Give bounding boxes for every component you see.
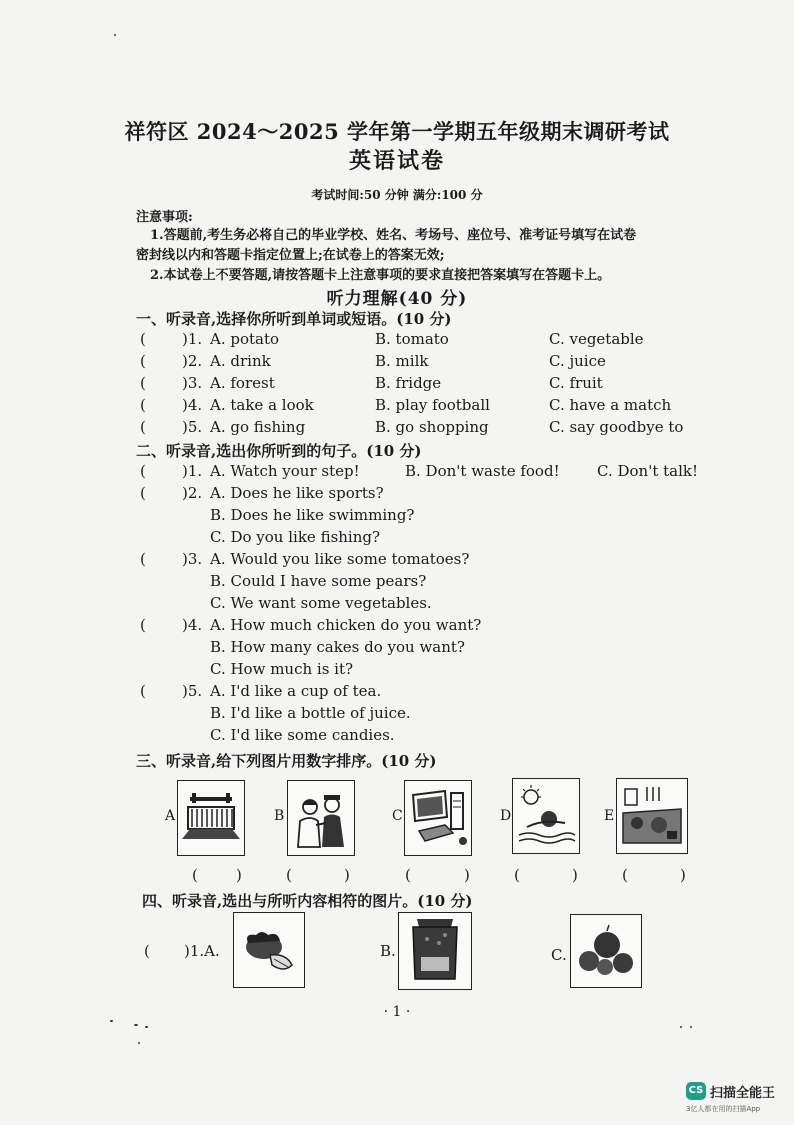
- notes-heading: 注意事项:: [136, 210, 193, 225]
- s3-letter-c: C: [392, 808, 403, 824]
- s3-blank-a-close: ): [236, 866, 242, 884]
- exam-info: 考试时间:50 分钟 满分:100 分: [311, 188, 483, 202]
- s2q4-num: )4.: [182, 616, 203, 634]
- swimming-icon: [513, 779, 579, 853]
- s3-picture-e-kitchen: [616, 778, 688, 854]
- note-line-3: 2.本试卷上不要答题,请按答题卡上注意事项的要求直接把答案填写在答题卡上。: [150, 268, 611, 283]
- s3-letter-a: A: [165, 808, 176, 824]
- s3-picture-d-swimming: [512, 778, 580, 854]
- s1q3-paren: (: [140, 374, 146, 392]
- s1q3-option-c: C. fruit: [549, 374, 603, 392]
- s2q4-paren: (: [140, 616, 146, 634]
- page-number: · 1 ·: [383, 1004, 411, 1020]
- scan-speck: [110, 1020, 113, 1022]
- scan-speck: [680, 1026, 682, 1028]
- s3-picture-b-people: [287, 780, 355, 856]
- s1q1-option-c: C. vegetable: [549, 330, 644, 348]
- s2q1-paren: (: [140, 462, 146, 480]
- scan-speck: [690, 1026, 692, 1028]
- s1q2-option-a: A. drink: [210, 352, 271, 370]
- s2q5-paren: (: [140, 682, 146, 700]
- s2q5-option-c: C. I'd like some candies.: [210, 726, 395, 744]
- s2q3-option-a: A. Would you like some tomatoes?: [210, 550, 470, 568]
- fruits-icon: [571, 915, 641, 987]
- s3-blank-d-close: ): [572, 866, 578, 884]
- s3-letter-b: B: [274, 808, 285, 824]
- section4-title: 四、听录音,选出与所听内容相符的图片。(10 分): [142, 892, 473, 910]
- s2q4-option-a: A. How much chicken do you want?: [210, 616, 482, 634]
- s1q5-option-c: C. say goodbye to: [549, 418, 684, 436]
- s1q1-option-a: A. potato: [210, 330, 280, 348]
- s2q2-num: )2.: [182, 484, 203, 502]
- note-line-1: 1.答题前,考生务必将自己的毕业学校、姓名、考场号、座位号、准考证号填写在试卷: [150, 228, 637, 243]
- camscanner-logo: CS: [686, 1082, 706, 1100]
- s2q4-option-c: C. How much is it?: [210, 660, 354, 678]
- s2q5-option-a: A. I'd like a cup of tea.: [210, 682, 382, 700]
- scan-speck: [114, 34, 116, 36]
- scan-speck: [134, 1024, 138, 1026]
- s2q2-option-a: A. Does he like sports?: [210, 484, 384, 502]
- s2q3-num: )3.: [182, 550, 203, 568]
- s3-blank-c-close: ): [464, 866, 470, 884]
- s2q1-option-c: C. Don't talk!: [597, 462, 699, 480]
- exam-subtitle: 英语试卷: [348, 148, 445, 174]
- people-icon: [288, 781, 354, 855]
- s1q5-option-a: A. go fishing: [210, 418, 306, 436]
- s4q1-paren: (: [144, 942, 150, 960]
- scan-speck: [145, 1026, 148, 1028]
- s3-blank-c-open: (: [405, 866, 411, 884]
- s1q1-num: )1.: [182, 330, 203, 348]
- food-bag-icon: [399, 913, 471, 989]
- s3-blank-d-open: (: [514, 866, 520, 884]
- s1q3-option-b: B. fridge: [375, 374, 442, 392]
- s3-blank-b-close: ): [344, 866, 350, 884]
- s1q4-num: )4.: [182, 396, 203, 414]
- s3-blank-a-open: (: [192, 866, 198, 884]
- s1q1-paren: (: [140, 330, 146, 348]
- kitchen-icon: [617, 779, 687, 853]
- s4-picture-a-cabbage: [233, 912, 305, 988]
- s2q3-option-c: C. We want some vegetables.: [210, 594, 432, 612]
- s1q5-option-b: B. go shopping: [375, 418, 489, 436]
- note-line-2: 密封线以内和答题卡指定位置上;在试卷上的答案无效;: [136, 248, 445, 263]
- s1q2-paren: (: [140, 352, 146, 370]
- bridge-icon: [178, 781, 244, 855]
- s2q3-option-b: B. Could I have some pears?: [210, 572, 427, 590]
- section1-title: 一、听录音,选择你所听到单词或短语。(10 分): [136, 310, 452, 328]
- s2q1-option-b: B. Don't waste food!: [405, 462, 560, 480]
- s1q5-paren: (: [140, 418, 146, 436]
- s4-picture-b-bag: [398, 912, 472, 990]
- camscanner-name: 扫描全能王: [710, 1086, 776, 1101]
- s3-blank-e-open: (: [622, 866, 628, 884]
- s3-picture-c-computer: [404, 780, 472, 856]
- s1q4-paren: (: [140, 396, 146, 414]
- s1q2-num: )2.: [182, 352, 203, 370]
- s1q3-num: )3.: [182, 374, 203, 392]
- s4q1-num: )1.A.: [184, 942, 220, 960]
- s2q1-option-a: A. Watch your step!: [210, 462, 360, 480]
- s2q2-option-b: B. Does he like swimming?: [210, 506, 415, 524]
- s2q5-option-b: B. I'd like a bottle of juice.: [210, 704, 411, 722]
- s1q4-option-c: C. have a match: [549, 396, 672, 414]
- s3-blank-b-open: (: [286, 866, 292, 884]
- s1q4-option-b: B. play football: [375, 396, 490, 414]
- s2q3-paren: (: [140, 550, 146, 568]
- s1q4-option-a: A. take a look: [210, 396, 314, 414]
- s2q4-option-b: B. How many cakes do you want?: [210, 638, 465, 656]
- s1q2-option-b: B. milk: [375, 352, 429, 370]
- s4q1-option-c-label: C.: [551, 946, 567, 964]
- s1q1-option-b: B. tomato: [375, 330, 449, 348]
- section3-title: 三、听录音,给下列图片用数字排序。(10 分): [136, 752, 437, 770]
- s3-picture-a-bridge: [177, 780, 245, 856]
- scan-speck: [138, 1042, 140, 1044]
- s2q2-option-c: C. Do you like fishing?: [210, 528, 381, 546]
- exam-title: 祥符区 2024～2025 学年第一学期五年级期末调研考试: [124, 119, 670, 144]
- s2q1-num: )1.: [182, 462, 203, 480]
- s4-picture-c-fruits: [570, 914, 642, 988]
- s3-letter-d: D: [500, 808, 512, 824]
- s1q3-option-a: A. forest: [210, 374, 275, 392]
- s4q1-option-b-label: B.: [380, 942, 396, 960]
- cabbage-icon: [234, 913, 304, 987]
- s2q2-paren: (: [140, 484, 146, 502]
- camscanner-slogan: 3亿人都在用的扫描App: [686, 1105, 761, 1113]
- s1q5-num: )5.: [182, 418, 203, 436]
- s2q5-num: )5.: [182, 682, 203, 700]
- s3-blank-e-close: ): [680, 866, 686, 884]
- s1q2-option-c: C. juice: [549, 352, 606, 370]
- section2-title: 二、听录音,选出你所听到的句子。(10 分): [136, 442, 422, 460]
- s3-letter-e: E: [604, 808, 615, 824]
- listening-title: 听力理解(40 分): [326, 289, 468, 309]
- computer-icon: [405, 781, 471, 855]
